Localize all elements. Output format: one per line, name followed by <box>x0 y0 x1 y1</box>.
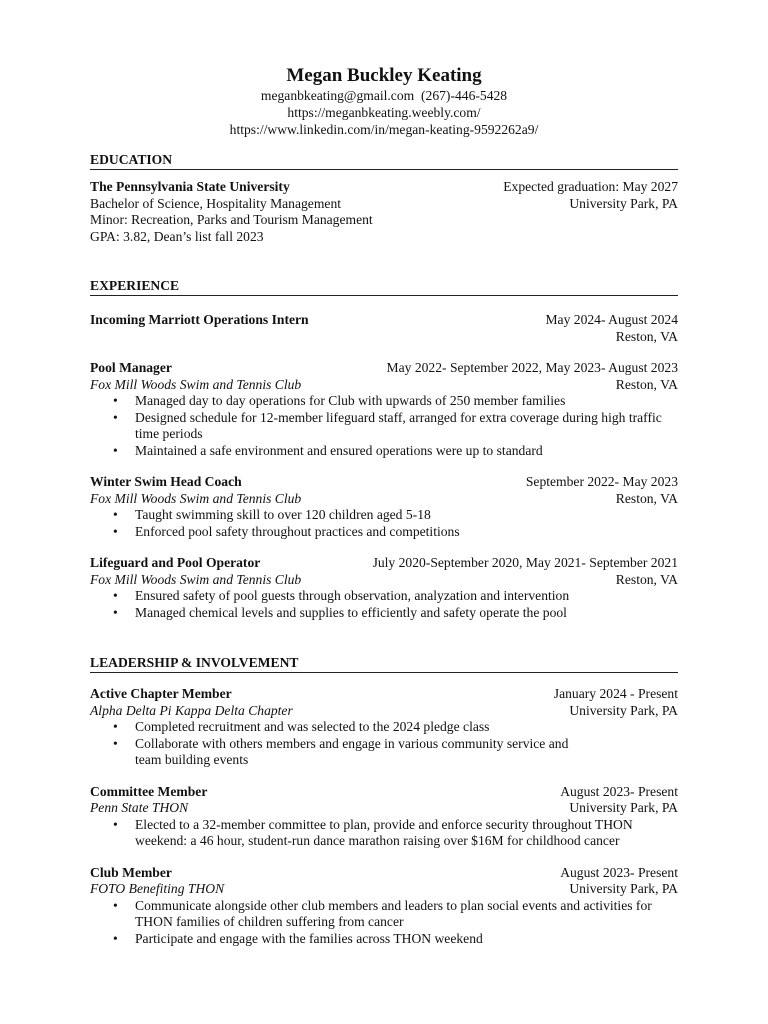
experience-entry <box>90 474 678 540</box>
role-title: Incoming Marriott Operations Intern <box>90 312 309 327</box>
organization: Fox Mill Woods Swim and Tennis Club <box>90 571 302 587</box>
bullet-item: • Participate and engage with the families across THON weekend <box>135 931 678 948</box>
gpa: GPA: 3.82, Dean’s list fall 2023 <box>90 228 264 244</box>
bullet-item: • Elected to a 32-member committee to plan, provide and enforce security throughout THON weekend: a 46 hour, student-run dance marathon raising over $16M for childhood cancer <box>135 817 648 850</box>
organization: Fox Mill Woods Swim and Tennis Club <box>90 490 302 506</box>
bullet-list <box>90 817 678 850</box>
section-title-experience: EXPERIENCE <box>90 277 678 296</box>
organization: Penn State THON <box>90 800 189 815</box>
bullet-item: • Taught swimming skill to over 120 children aged 5-18 <box>135 507 678 524</box>
section-title-leadership: LEADERSHIP & INVOLVEMENT <box>90 654 678 673</box>
role-location: Reston, VA <box>615 571 678 587</box>
experience-entry <box>90 312 678 345</box>
leadership-section <box>90 654 678 947</box>
experience-entry <box>90 360 678 459</box>
leadership-entry <box>90 686 678 769</box>
bullet-list <box>90 588 678 621</box>
leadership-entry <box>90 784 678 850</box>
bullet-item: • Ensured safety of pool guests through observation, analyzation and intervention <box>135 588 678 605</box>
bullet-item: • Completed recruitment and was selected to the 2024 pledge class <box>135 719 578 736</box>
role-title: Active Chapter Member <box>90 686 232 701</box>
website-link[interactable]: https://meganbkeating.weebly.com/ <box>287 105 481 120</box>
bullet-item: • Communicate alongside other club members and leaders to plan social events and activities for THON families of children suffering from cancer <box>135 898 678 931</box>
education-entry <box>90 179 678 245</box>
role-location: University Park, PA <box>569 800 678 815</box>
role-title: Lifeguard and Pool Operator <box>90 555 261 570</box>
bullet-item: • Designed schedule for 12-member lifeguard staff, arranged for extra coverage during high traffic time periods <box>135 410 678 443</box>
bullet-item: • Managed day to day operations for Club with upwards of 250 member families <box>135 393 678 410</box>
role-location: University Park, PA <box>569 881 678 896</box>
bullet-list <box>90 719 678 769</box>
resume-header <box>0 64 768 138</box>
role-dates: August 2023- Present <box>560 864 678 880</box>
school-location: University Park, PA <box>569 195 678 211</box>
experience-section <box>90 277 678 621</box>
bullet-item: • Managed chemical levels and supplies to efficiently and safety operate the pool <box>135 605 678 622</box>
linkedin-link[interactable]: https://www.linkedin.com/in/megan-keating-9592262a9/ <box>229 122 539 137</box>
role-location: Reston, VA <box>615 490 678 506</box>
bullet-item: • Collaborate with others members and engage in various community service and team building events <box>135 736 578 769</box>
role-dates: January 2024 - Present <box>553 686 678 701</box>
school-name: The Pennsylvania State University <box>90 179 290 194</box>
minor: Minor: Recreation, Parks and Tourism Management <box>90 212 373 227</box>
bullet-item: • Enforced pool safety throughout practices and competitions <box>135 524 678 541</box>
role-title: Club Member <box>90 864 172 880</box>
role-dates: August 2023- Present <box>560 783 678 799</box>
role-dates: July 2020-September 2020, May 2021- September 2021 <box>372 555 678 570</box>
role-title: Committee Member <box>90 783 208 799</box>
role-title: Winter Swim Head Coach <box>90 474 242 489</box>
section-title-education: EDUCATION <box>90 151 678 170</box>
role-dates: May 2024- August 2024 <box>545 312 678 327</box>
bullet-item: • Maintained a safe environment and ensured operations were up to standard <box>135 443 678 460</box>
bullet-list <box>90 898 678 948</box>
role-title: Pool Manager <box>90 360 172 375</box>
leadership-entry <box>90 865 678 948</box>
organization: Alpha Delta Pi Kappa Delta Chapter <box>90 702 293 718</box>
organization: Fox Mill Woods Swim and Tennis Club <box>90 376 302 392</box>
role-location: Reston, VA <box>615 328 678 344</box>
role-dates: September 2022- May 2023 <box>525 474 678 489</box>
candidate-name: Megan Buckley Keating <box>286 65 482 86</box>
role-dates: May 2022- September 2022, May 2023- August 2023 <box>386 360 678 375</box>
experience-entry <box>90 555 678 621</box>
degree: Bachelor of Science, Hospitality Management <box>90 195 342 211</box>
education-section <box>90 151 678 245</box>
role-location: University Park, PA <box>569 702 678 718</box>
organization: FOTO Benefiting THON <box>90 881 225 896</box>
graduation-date: Expected graduation: May 2027 <box>503 179 678 194</box>
bullet-list <box>90 507 678 540</box>
email-phone[interactable]: meganbkeating@gmail.com (267)-446-5428 <box>260 88 508 103</box>
role-location: Reston, VA <box>615 376 678 392</box>
bullet-list <box>90 393 678 459</box>
